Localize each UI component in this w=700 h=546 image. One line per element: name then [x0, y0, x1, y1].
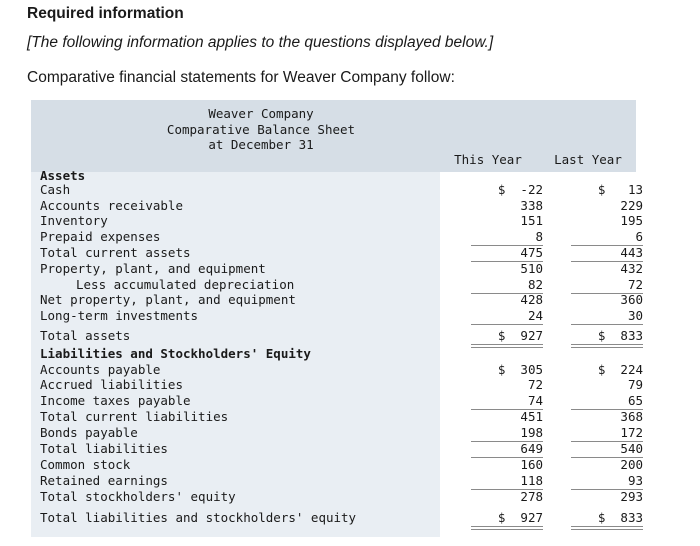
row-label: Total liabilities and stockholders' equity — [40, 510, 357, 525]
last-year-value: $ 833 — [597, 510, 643, 525]
this-year-value: 8 — [535, 229, 543, 244]
underline-rule — [471, 324, 543, 325]
this-year-value: 160 — [520, 457, 543, 472]
row-label: Long-term investments — [40, 308, 199, 323]
double-underline-rule — [471, 347, 543, 348]
last-year-value: 65 — [627, 393, 643, 408]
last-year-value: $ 833 — [597, 328, 643, 343]
last-year-value: 293 — [620, 489, 643, 504]
last-year-value: 229 — [620, 198, 643, 213]
row-label: Total liabilities — [40, 441, 168, 456]
last-year-value: 93 — [627, 473, 643, 488]
row-label: Total current liabilities — [40, 409, 229, 424]
last-year-value: 6 — [635, 229, 643, 244]
this-year-value: 72 — [527, 377, 543, 392]
company-name: Weaver Company — [208, 106, 314, 121]
last-year-value: 368 — [620, 409, 643, 424]
underline-rule — [571, 344, 643, 345]
row-label: Accounts payable — [40, 362, 161, 377]
row-label: Total current assets — [40, 245, 191, 260]
row-label: Common stock — [40, 457, 131, 472]
last-year-value: 443 — [620, 245, 643, 260]
row-label: Accrued liabilities — [40, 377, 183, 392]
row-label: Prepaid expenses — [40, 229, 161, 244]
last-year-value: 172 — [620, 425, 643, 440]
last-year-value: 432 — [620, 261, 643, 276]
row-label: Cash — [40, 182, 71, 197]
balance-sheet-table — [31, 100, 643, 537]
this-year-value: 24 — [527, 308, 543, 323]
last-year-value: 30 — [627, 308, 643, 323]
row-label: Liabilities and Stockholders' Equity — [40, 346, 311, 361]
row-label: Retained earnings — [40, 473, 168, 488]
statement-date: at December 31 — [208, 137, 314, 152]
last-year-value: 200 — [620, 457, 643, 472]
column-header-this-year: This Year — [454, 152, 522, 167]
this-year-value: 151 — [520, 213, 543, 228]
this-year-value: 510 — [520, 261, 543, 276]
underline-rule — [471, 526, 543, 527]
this-year-value: $ 305 — [497, 362, 543, 377]
underline-rule — [571, 324, 643, 325]
statement-title: Comparative Balance Sheet — [166, 122, 356, 137]
last-year-value: 72 — [627, 277, 643, 292]
last-year-value: 79 — [627, 377, 643, 392]
double-underline-rule — [571, 347, 643, 348]
this-year-value: 649 — [520, 441, 543, 456]
row-label: Total stockholders' equity — [40, 489, 236, 504]
this-year-value: 338 — [520, 198, 543, 213]
last-year-value: $ 224 — [597, 362, 643, 377]
row-label: Net property, plant, and equipment — [40, 292, 296, 307]
this-year-value: $ -22 — [497, 182, 543, 197]
double-underline-rule — [571, 529, 643, 530]
this-year-value: 278 — [520, 489, 543, 504]
this-year-value: 118 — [520, 473, 543, 488]
row-label: Assets — [40, 168, 86, 183]
underline-rule — [471, 344, 543, 345]
required-information-heading: Required information — [27, 5, 184, 22]
row-label: Bonds payable — [40, 425, 138, 440]
this-year-value: 475 — [520, 245, 543, 260]
underline-rule — [571, 526, 643, 527]
this-year-value: $ 927 — [497, 510, 543, 525]
last-year-value: $ 13 — [597, 182, 643, 197]
intro-text: Comparative financial statements for Weaver Company follow: — [27, 69, 455, 86]
column-header-last-year: Last Year — [554, 152, 622, 167]
this-year-value: 198 — [520, 425, 543, 440]
this-year-value: 451 — [520, 409, 543, 424]
this-year-value: 82 — [527, 277, 543, 292]
instructions-note: [The following information applies to the questions displayed below.] — [27, 34, 494, 51]
this-year-value: 74 — [527, 393, 543, 408]
this-year-value: $ 927 — [497, 328, 543, 343]
row-label: Accounts receivable — [40, 198, 183, 213]
row-label: Property, plant, and equipment — [40, 261, 266, 276]
row-label: Income taxes payable — [40, 393, 191, 408]
row-label: Inventory — [40, 213, 108, 228]
double-underline-rule — [471, 529, 543, 530]
this-year-value: 428 — [520, 292, 543, 307]
row-label: Less accumulated depreciation — [76, 277, 295, 292]
last-year-value: 360 — [620, 292, 643, 307]
last-year-value: 195 — [620, 213, 643, 228]
row-label: Total assets — [40, 328, 131, 343]
last-year-value: 540 — [620, 441, 643, 456]
